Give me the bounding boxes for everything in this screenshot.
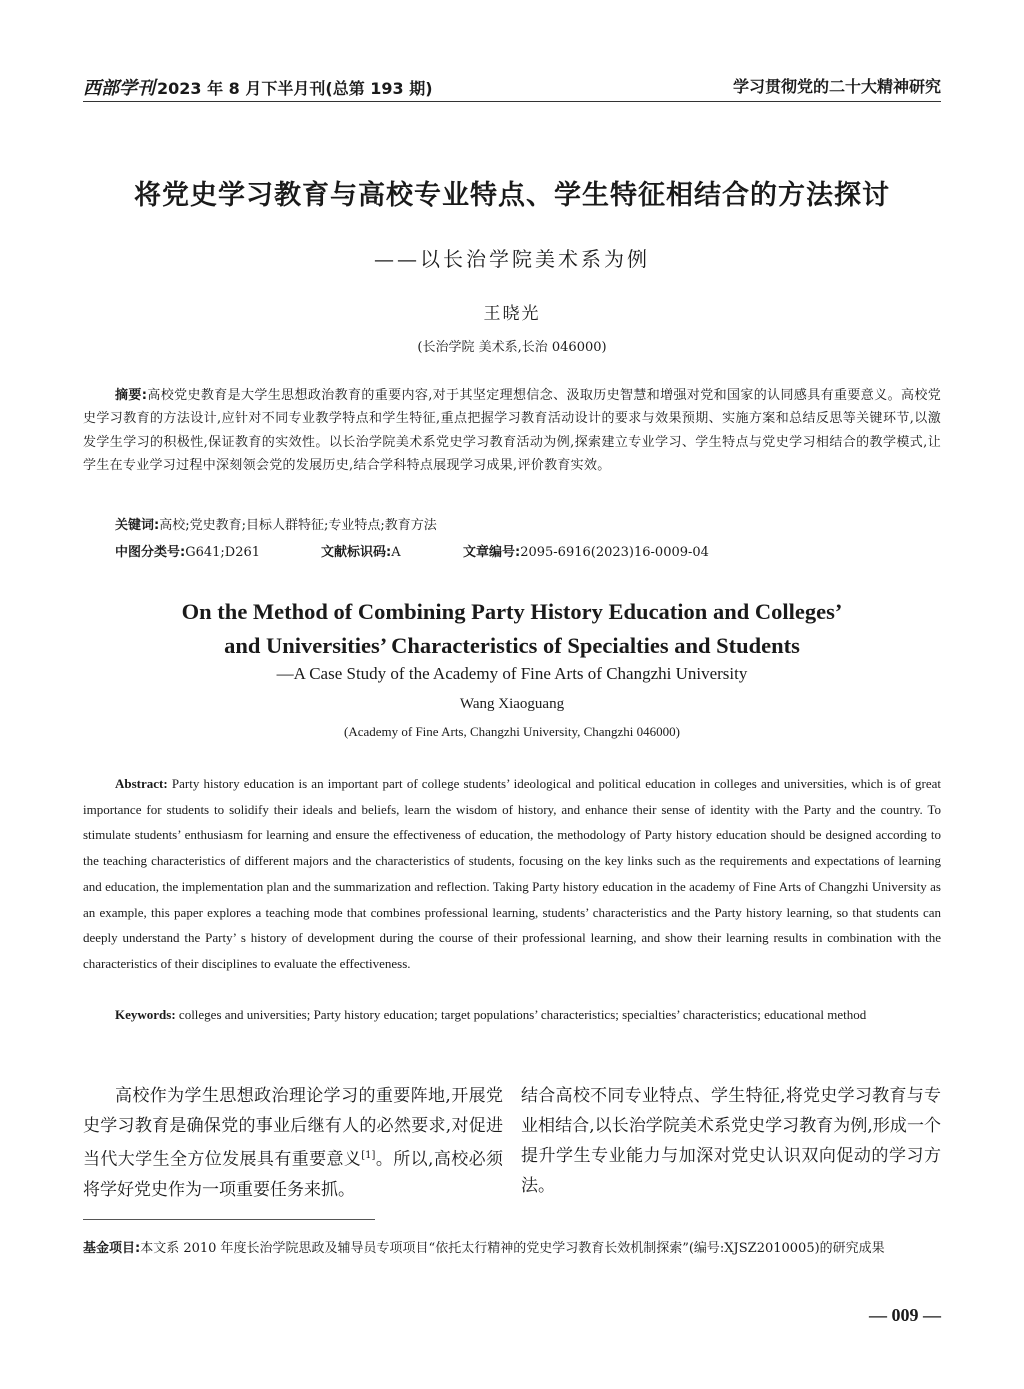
running-header bbox=[83, 72, 941, 98]
doc-value: A bbox=[391, 545, 401, 560]
article-number bbox=[463, 541, 709, 560]
affiliation-en: (Academy of Fine Arts, Changzhi University, Changzhi 046000) bbox=[343, 724, 680, 739]
body-column-left bbox=[83, 1081, 503, 1205]
affiliation-cn: (长治学院 美术系,长治 046000) bbox=[417, 340, 607, 355]
abstract-cn bbox=[83, 384, 941, 477]
author-cn: 王晓光 bbox=[483, 304, 541, 324]
abstract-en-label: Abstract: bbox=[115, 776, 168, 791]
funding-footnote bbox=[83, 1237, 941, 1260]
article-subtitle-en: —A Case Study of the Academy of Fine Arts of Changzhi University bbox=[276, 664, 748, 683]
title-en-line-1: On the Method of Combining Party History Education and Colleges’ bbox=[181, 599, 843, 624]
footnote-text: 本文系 2010 年度长治学院思政及辅导员专项项目“依托太行精神的党史学习教育长效机制探索”(编号:XJSZ2010005)的研究成果 bbox=[140, 1241, 885, 1256]
body-column-right bbox=[521, 1081, 941, 1201]
body-left-text-end: 。所以,高校必须将学好党史作为一项重要任务来抓。 bbox=[83, 1149, 503, 1200]
journal-name: 西部学刊 bbox=[83, 78, 155, 99]
page-number: — 009 — bbox=[869, 1305, 941, 1325]
keywords-en-label: Keywords: bbox=[115, 1007, 176, 1022]
header-left bbox=[83, 74, 433, 100]
footnote-label: 基金项目: bbox=[83, 1241, 141, 1256]
keywords-en bbox=[83, 1002, 941, 1027]
body-right-text: 结合高校不同专业特点、学生特征,将党史学习教育与专业相结合,以长治学院美术系党史学习教育为例,形成一个提升学生专业能力与加深对党史认识双向促动的学习方法。 bbox=[521, 1086, 941, 1196]
classification-info bbox=[115, 541, 815, 561]
keywords-cn bbox=[115, 514, 437, 533]
clc-value: G641;D261 bbox=[185, 545, 261, 560]
keywords-cn-label: 关键词: bbox=[115, 518, 160, 533]
article-label: 文章编号: bbox=[463, 545, 521, 560]
clc-label: 中图分类号: bbox=[115, 545, 186, 560]
article-subtitle-cn: ——以长治学院美术系为例 bbox=[374, 247, 650, 271]
footnote-divider bbox=[83, 1219, 375, 1220]
abstract-cn-text: 高校党史教育是大学生思想政治教育的重要内容,对于其坚定理想信念、汲取历史智慧和增强对党和国家的认同感具有重要意义。高校党史学习教育的方法设计,应针对不同专业教学特点和学生特征,重点把握学习教育活动设计的要求与效果预期、实施方案和总结反思等关键环节,以激发学生学习的积极性,保证教育的实效性。以长治学院美术系党史学习教育活动为例,探索建立专业学习、学生特点与党史学习相结合的教学模式,让学生在专业学习过程中深刻领会党的发展历史,结合学科特点展现学习成果,评价教育实效。 bbox=[83, 388, 941, 473]
abstract-en bbox=[83, 771, 941, 977]
title-en-line-2: and Universities’ Characteristics of Specialties and Students bbox=[224, 633, 800, 658]
header-divider bbox=[83, 101, 941, 102]
citation-ref: [1] bbox=[361, 1150, 376, 1161]
keywords-cn-text: 高校;党史教育;目标人群特征;专业特点;教育方法 bbox=[159, 518, 437, 533]
article-title-cn: 将党史学习教育与高校专业特点、学生特征相结合的方法探讨 bbox=[134, 180, 890, 211]
abstract-en-text: Party history education is an important part of college students’ ideological and political education in colleges and universities, which is of great importance for students to solidify their ideals and beliefs, learn the wisdom of history, and enhance their sense of identity with the Party and the country. To stimulate students’ enthusiasm for learning and ensure the effectiveness of education, the methodology of Party history education should be designed according to the teaching characteristics of different majors and the characteristics of students, focusing on the key links such as the requirements and expectations of learning and education, the implementation plan and the summarization and reflection. Taking Party history education in the academy of Fine Arts of Changzhi University as an example, this paper explores a teaching mode that combines professional learning, students’ characteristics and the Party history learning, so that students can deeply understand the Party’ s history of development during the course of their professional learning, and show their learning results in combination with the characteristics of their disciplines to evaluate the effectiveness. bbox=[83, 776, 941, 971]
article-value: 2095-6916(2023)16-0009-04 bbox=[520, 545, 709, 560]
doc-label: 文献标识码: bbox=[321, 545, 392, 560]
clc-number bbox=[115, 541, 260, 560]
issue-info: 2023 年 8 月下半月刊(总第 193 期) bbox=[157, 79, 433, 98]
body-left-text: 高校作为学生思想政治理论学习的重要阵地,开展党史学习教育是确保党的事业后继有人的必然要求,对促进当代大学生全方位发展具有重要意义 bbox=[83, 1086, 503, 1170]
column-name: 学习贯彻党的二十大精神研究 bbox=[732, 77, 941, 96]
keywords-en-text: colleges and universities; Party history education; target populations’ characteristics; specialties’ characteristics; educational method bbox=[178, 1007, 867, 1022]
abstract-cn-label: 摘要: bbox=[115, 388, 148, 403]
document-code bbox=[321, 541, 401, 560]
article-title-en bbox=[0, 595, 1024, 663]
author-en: Wang Xiaoguang bbox=[459, 696, 565, 712]
